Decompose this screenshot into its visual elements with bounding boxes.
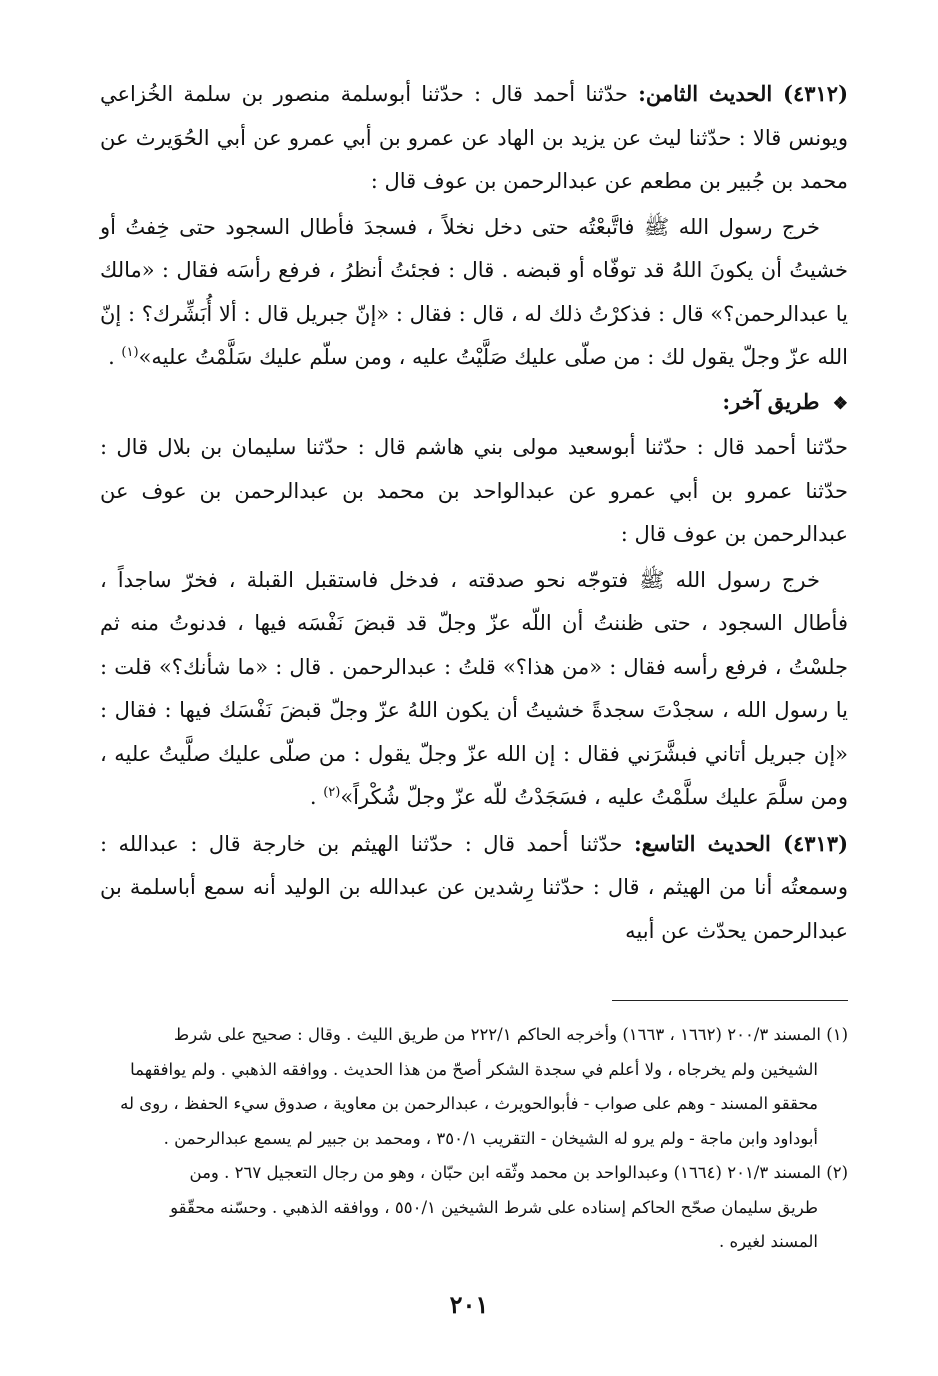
hadith-4312-heading: (٤٣١٢) الحديث الثامن: (638, 81, 849, 106)
hadith-4312-end: . (108, 345, 122, 369)
hadith-4313-heading: (٤٣١٣) الحديث التاسع: (634, 830, 848, 856)
footnote-2-number: (٢) (826, 1163, 848, 1182)
hadith-4313-isnad (100, 822, 848, 954)
footnote-1-line-2: الشيخين ولم يخرجاه ، ولا أعلم في سجدة الشكر أصحّ من هذا الحديث . ووافقه الذهبي . ولم يوافقهما (130, 1059, 818, 1079)
footnote-1-line-1 (100, 1018, 848, 1053)
other-path-matn-text: خرج رسول الله ﷺ فتوجّه نحو صدقته ، فدخل فاستقبل القبلة ، فخرّ ساجداً ، فأطال السجود ، حتى ظننتُ أن اللّه عزّ وجلّ قد قبضَ نَفْسَه فيها ، فدنوتُ منه ثم جلسْتُ ، فرفع رأسه فقال : «من هذا؟» قلتُ : عبدالرحمن . قال : «ما شأنك؟» قلت : يا رسول الله ، سجدْتَ سجدةً خشيتُ أن يكون اللهُ عزّ وجلّ قبضَ نَفْسَك فيها : فقال : «إن جبريل أتاني فبشَّرَني فقال : إن الله عزّ وجلّ يقول : من صلّى عليك صلَّيتُ عليه ، ومن سلَّمَ عليك سلَّمْتُ عليه ، فسَجَدْتُ للّه عزّ وجلّ شُكْراً» (100, 567, 848, 809)
section-title: طريق آخر: (722, 388, 820, 414)
footnote-ref-1: (١) (121, 345, 139, 360)
footnote-1-number: (١) (826, 1025, 848, 1044)
footnotes (100, 1018, 848, 1260)
other-path-isnad-text: حدّثنا أحمد قال : حدّثنا أبوسعيد مولى بني هاشم قال : حدّثنا سليمان بن بلال قال : حدّثنا عمرو بن أبي عمرو عن عبدالواحد بن محمد بن عبدالرحمن بن عوف عن عبدالرحمن بن عوف قال : (100, 435, 848, 546)
footnote-2-line-2: طريق سليمان صحّح الحاكم إسناده على شرط الشيخين ٥٥٠/١ ، ووافقه الذهبي . وحسّنه محقّقو (170, 1197, 818, 1217)
footnote-2-text-1: المسند ٢٠١/٣ (١٦٦٤) وعبدالواحد بن محمد وثّقه ابن حبّان ، وهو من رجال التعجيل ٢٦٧ . ومن (189, 1163, 821, 1182)
other-path-matn (100, 559, 848, 820)
other-path-end: . (309, 785, 324, 809)
hadith-4312-matn-text: خرج رسول الله ﷺ فاتَّبعْتُه حتى دخل نخلاً ، فسجدَ فأطال السجود حتى خِفتُ أو خشيتُ أن يكونَ اللهُ قد توفّاه أو قبضه . قال : فجئتُ أنظرُ ، فرفع رأسَه فقال : «مالك يا عبدالرحمن؟» قال : فذكرْتُ ذلك له ، قال : فقال : «إنّ جبريل قال : ألا أُبَشِّرك؟ : إنّ الله عزّ وجلّ يقول لك : من صلّى عليك صَلَّيْتُ عليه ، ومن سلّم عليك سَلَّمْتُ عليه» (100, 214, 848, 369)
footnote-1-line-3: محققو المسند - وهم على صواب - فأبوالحويرث ، عبدالرحمن بن معاوية ، صدوق سيء الحفظ ، روى له (120, 1094, 818, 1113)
footnote-1-text-1: المسند ٢٠٠/٣ (١٦٦٢ ، ١٦٦٣) وأخرجه الحاكم ٢٢٢/١ من طريق الليث . وقال : صحيح على شرط (173, 1025, 821, 1044)
footnote-1-line-4: أبوداود وابن ماجة - ولم يرو له الشيخان - التقريب ٣٥٠/١ ، ومحمد بن جبير لم يسمع عبدالرحمن . (163, 1128, 818, 1148)
page-number: ٢٠١ (449, 1290, 489, 1319)
diamond-bullet-icon: ❖ (832, 393, 848, 414)
hadith-4312-isnad (100, 72, 848, 204)
footnote-2-line-1 (100, 1156, 848, 1191)
page-body (100, 72, 848, 953)
footnote-divider (612, 1000, 848, 1001)
hadith-4312-matn (100, 206, 848, 380)
other-path-isnad (100, 426, 848, 557)
footnote-2-line-3: المسند لغيره . (719, 1232, 818, 1251)
section-heading-other-path (100, 380, 848, 427)
hadith-4312-isnad-text: حدّثنا أحمد قال : حدّثنا أبوسلمة منصور بن سلمة الخُزاعي ويونس قالا : حدّثنا ليث عن يزيد بن الهاد عن عمرو بن أبي عمرو عن أبي الحُوَيرث عن محمد بن جُبير بن مطعم عن عبدالرحمن بن عوف قال : (100, 82, 848, 193)
hadith-4313-isnad-text: حدّثنا أحمد قال : حدّثنا الهيثم بن خارجة قال : عبدالله : وسمعتُه أنا من الهيثم ، قال : حدّثنا رِشدين عن عبدالله بن الوليد أنه سمع أباسلمة بن عبدالرحمن يحدّث عن أبيه (100, 831, 848, 943)
footnote-ref-2: (٢) (323, 785, 341, 800)
